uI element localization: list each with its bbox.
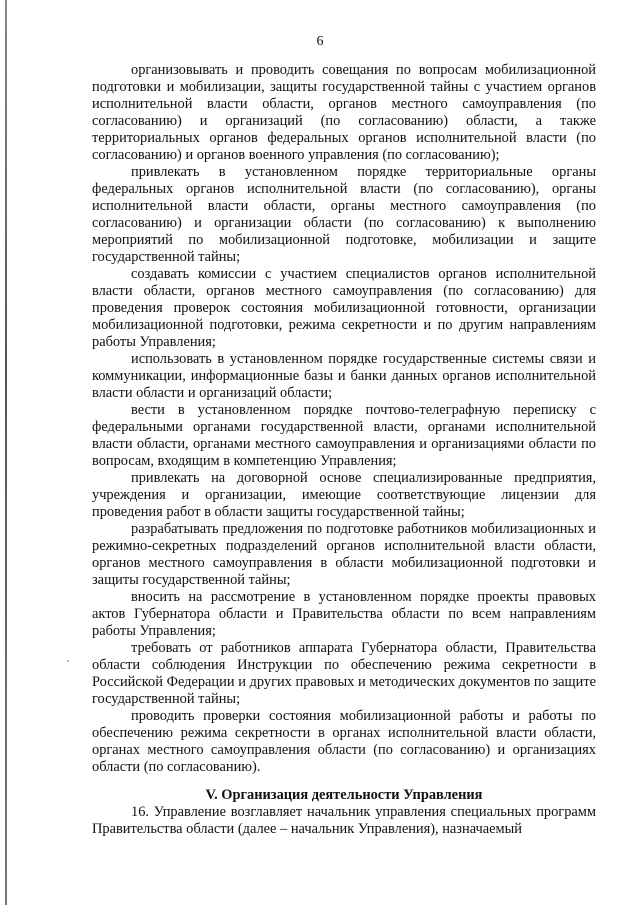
paragraph-8: вносить на рассмотрение в установленном порядке проекты правовых актов Губернатора области и Правительства области по всем направлениям работы Управления; <box>92 589 596 639</box>
closing-paragraph: 16. Управление возглавляет начальник управления специальных программ Правительства области (далее – начальник Управления), назначаемый <box>92 804 596 837</box>
paragraph-4: использовать в установленном порядке государственные системы связи и коммуникации, информационные базы и банки данных органов исполнительной власти области и организаций области; <box>92 351 596 401</box>
paragraph-3: создавать комиссии с участием специалистов органов исполнительной власти области, органов местного самоуправления (по согласованию) для проведения проверок состояния мобилизационной готовности, организации мобилизационной подготовки, режима секретности и по другим направлениям работы Управления; <box>92 266 596 350</box>
scan-edge <box>5 0 7 905</box>
paragraph-10: проводить проверки состояния мобилизационной работы и работы по обеспечению режима секретности в органах исполнительной власти области, органах местного самоуправления области (по согласованию) и организациях области (по согласованию). <box>92 708 596 775</box>
paragraph-9: требовать от работников аппарата Губернатора области, Правительства области соблюдения Инструкции по обеспечению режима секретности в Российской Федерации и других правовых и методических документов по защите государственной тайны; <box>92 640 596 707</box>
page-number: 6 <box>316 34 324 49</box>
paragraph-1: организовывать и проводить совещания по вопросам мобилизационной подготовки и мобилизации, защиты государственной тайны с участием органов исполнительной власти области, органов местного самоуправления (по согласованию) и организаций (по согласованию) области, а также территориальных органов федеральных органов исполнительной власти (по согласованию) и органов военного управления (по согласованию); <box>92 62 596 163</box>
section-heading: V. Организация деятельности Управления <box>205 787 483 803</box>
scan-speck <box>67 660 69 662</box>
paragraph-7: разрабатывать предложения по подготовке работников мобилизационных и режимно-секретных подразделений органов исполнительной власти области, органов местного самоуправления в области мобилизационной подготовки и защиты государственной тайны; <box>92 521 596 588</box>
paragraph-5: вести в установленном порядке почтово-телеграфную переписку с федеральными органами государственной власти, органами исполнительной власти области, органами местного самоуправления и организациями области по вопросам, входящим в компетенцию Управления; <box>92 402 596 469</box>
paragraph-6: привлекать на договорной основе специализированные предприятия, учреждения и организации, имеющие соответствующие лицензии для проведения работ в области защиты государственной тайны; <box>92 470 596 520</box>
body-text <box>92 62 596 838</box>
paragraph-2: привлекать в установленном порядке территориальные органы федеральных органов исполнительной власти (по согласованию), органы исполнительной власти области, органы местного самоуправления (по согласованию) и организации области (по согласованию) к выполнению мероприятий по мобилизационной подготовке, мобилизации и защите государственной тайны; <box>92 164 596 265</box>
